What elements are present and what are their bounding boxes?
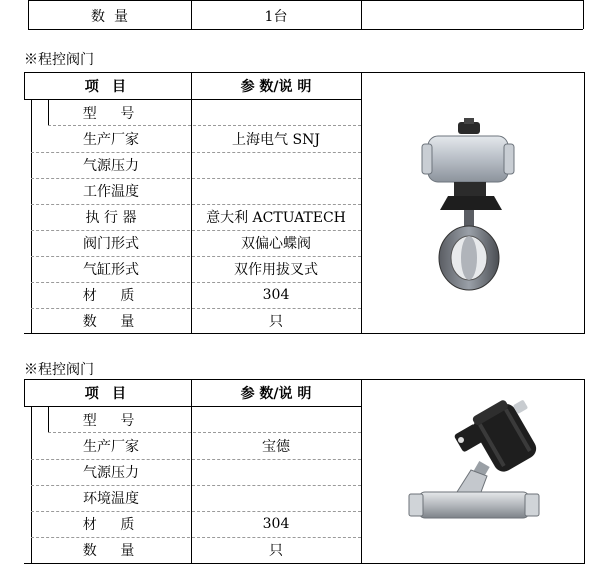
section1-row-label: 气缸形式: [83, 262, 139, 278]
section1-row-label: 执 行 器: [85, 210, 137, 226]
section1-row-value: 双偏心蝶阀: [241, 236, 311, 252]
section1-row-label: 生产厂家: [83, 132, 139, 148]
section2-title: ※程控阀门: [24, 362, 94, 378]
section1-row-value: 只: [269, 314, 283, 330]
section1-row-label: 型 号: [82, 106, 140, 122]
section1-row-label: 工作温度: [83, 184, 139, 200]
section2-header-item: 项 目: [84, 386, 131, 402]
section2-row-label: 材 质: [82, 517, 140, 533]
section1-title: ※程控阀门: [24, 52, 94, 68]
section1-header-item: 项 目: [84, 79, 131, 95]
section1-row-label: 材 质: [82, 288, 140, 304]
section2-header-param: 参 数/说 明: [240, 386, 312, 402]
section1-row-value: 上海电气 SNJ: [232, 132, 320, 148]
section1-row-value: 意大利 ACTUATECH: [206, 210, 346, 226]
section2-row-value: 304: [262, 516, 290, 532]
top-quantity-value: 1台: [264, 9, 288, 25]
section1-row-value: 304: [262, 287, 290, 303]
angle-seat-valve-image: [405, 400, 555, 535]
section1-header-param: 参 数/说 明: [240, 79, 312, 95]
section2-row-value: 宝德: [262, 439, 290, 455]
section2-row-label: 气源压力: [83, 465, 139, 481]
section2-row-value: 只: [269, 543, 283, 559]
section2-row-label: 生产厂家: [83, 439, 139, 455]
section2-row-label: 型 号: [82, 413, 140, 429]
top-quantity-label: 数 量: [91, 9, 128, 25]
butterfly-valve-image: [418, 118, 518, 293]
section1-row-label: 数 量: [82, 314, 140, 330]
section2-row-label: 环境温度: [83, 491, 139, 507]
section1-row-label: 阀门形式: [83, 236, 139, 252]
section1-row-label: 气源压力: [83, 158, 139, 174]
section2-row-label: 数 量: [82, 543, 140, 559]
section1-row-value: 双作用拔叉式: [234, 262, 318, 278]
